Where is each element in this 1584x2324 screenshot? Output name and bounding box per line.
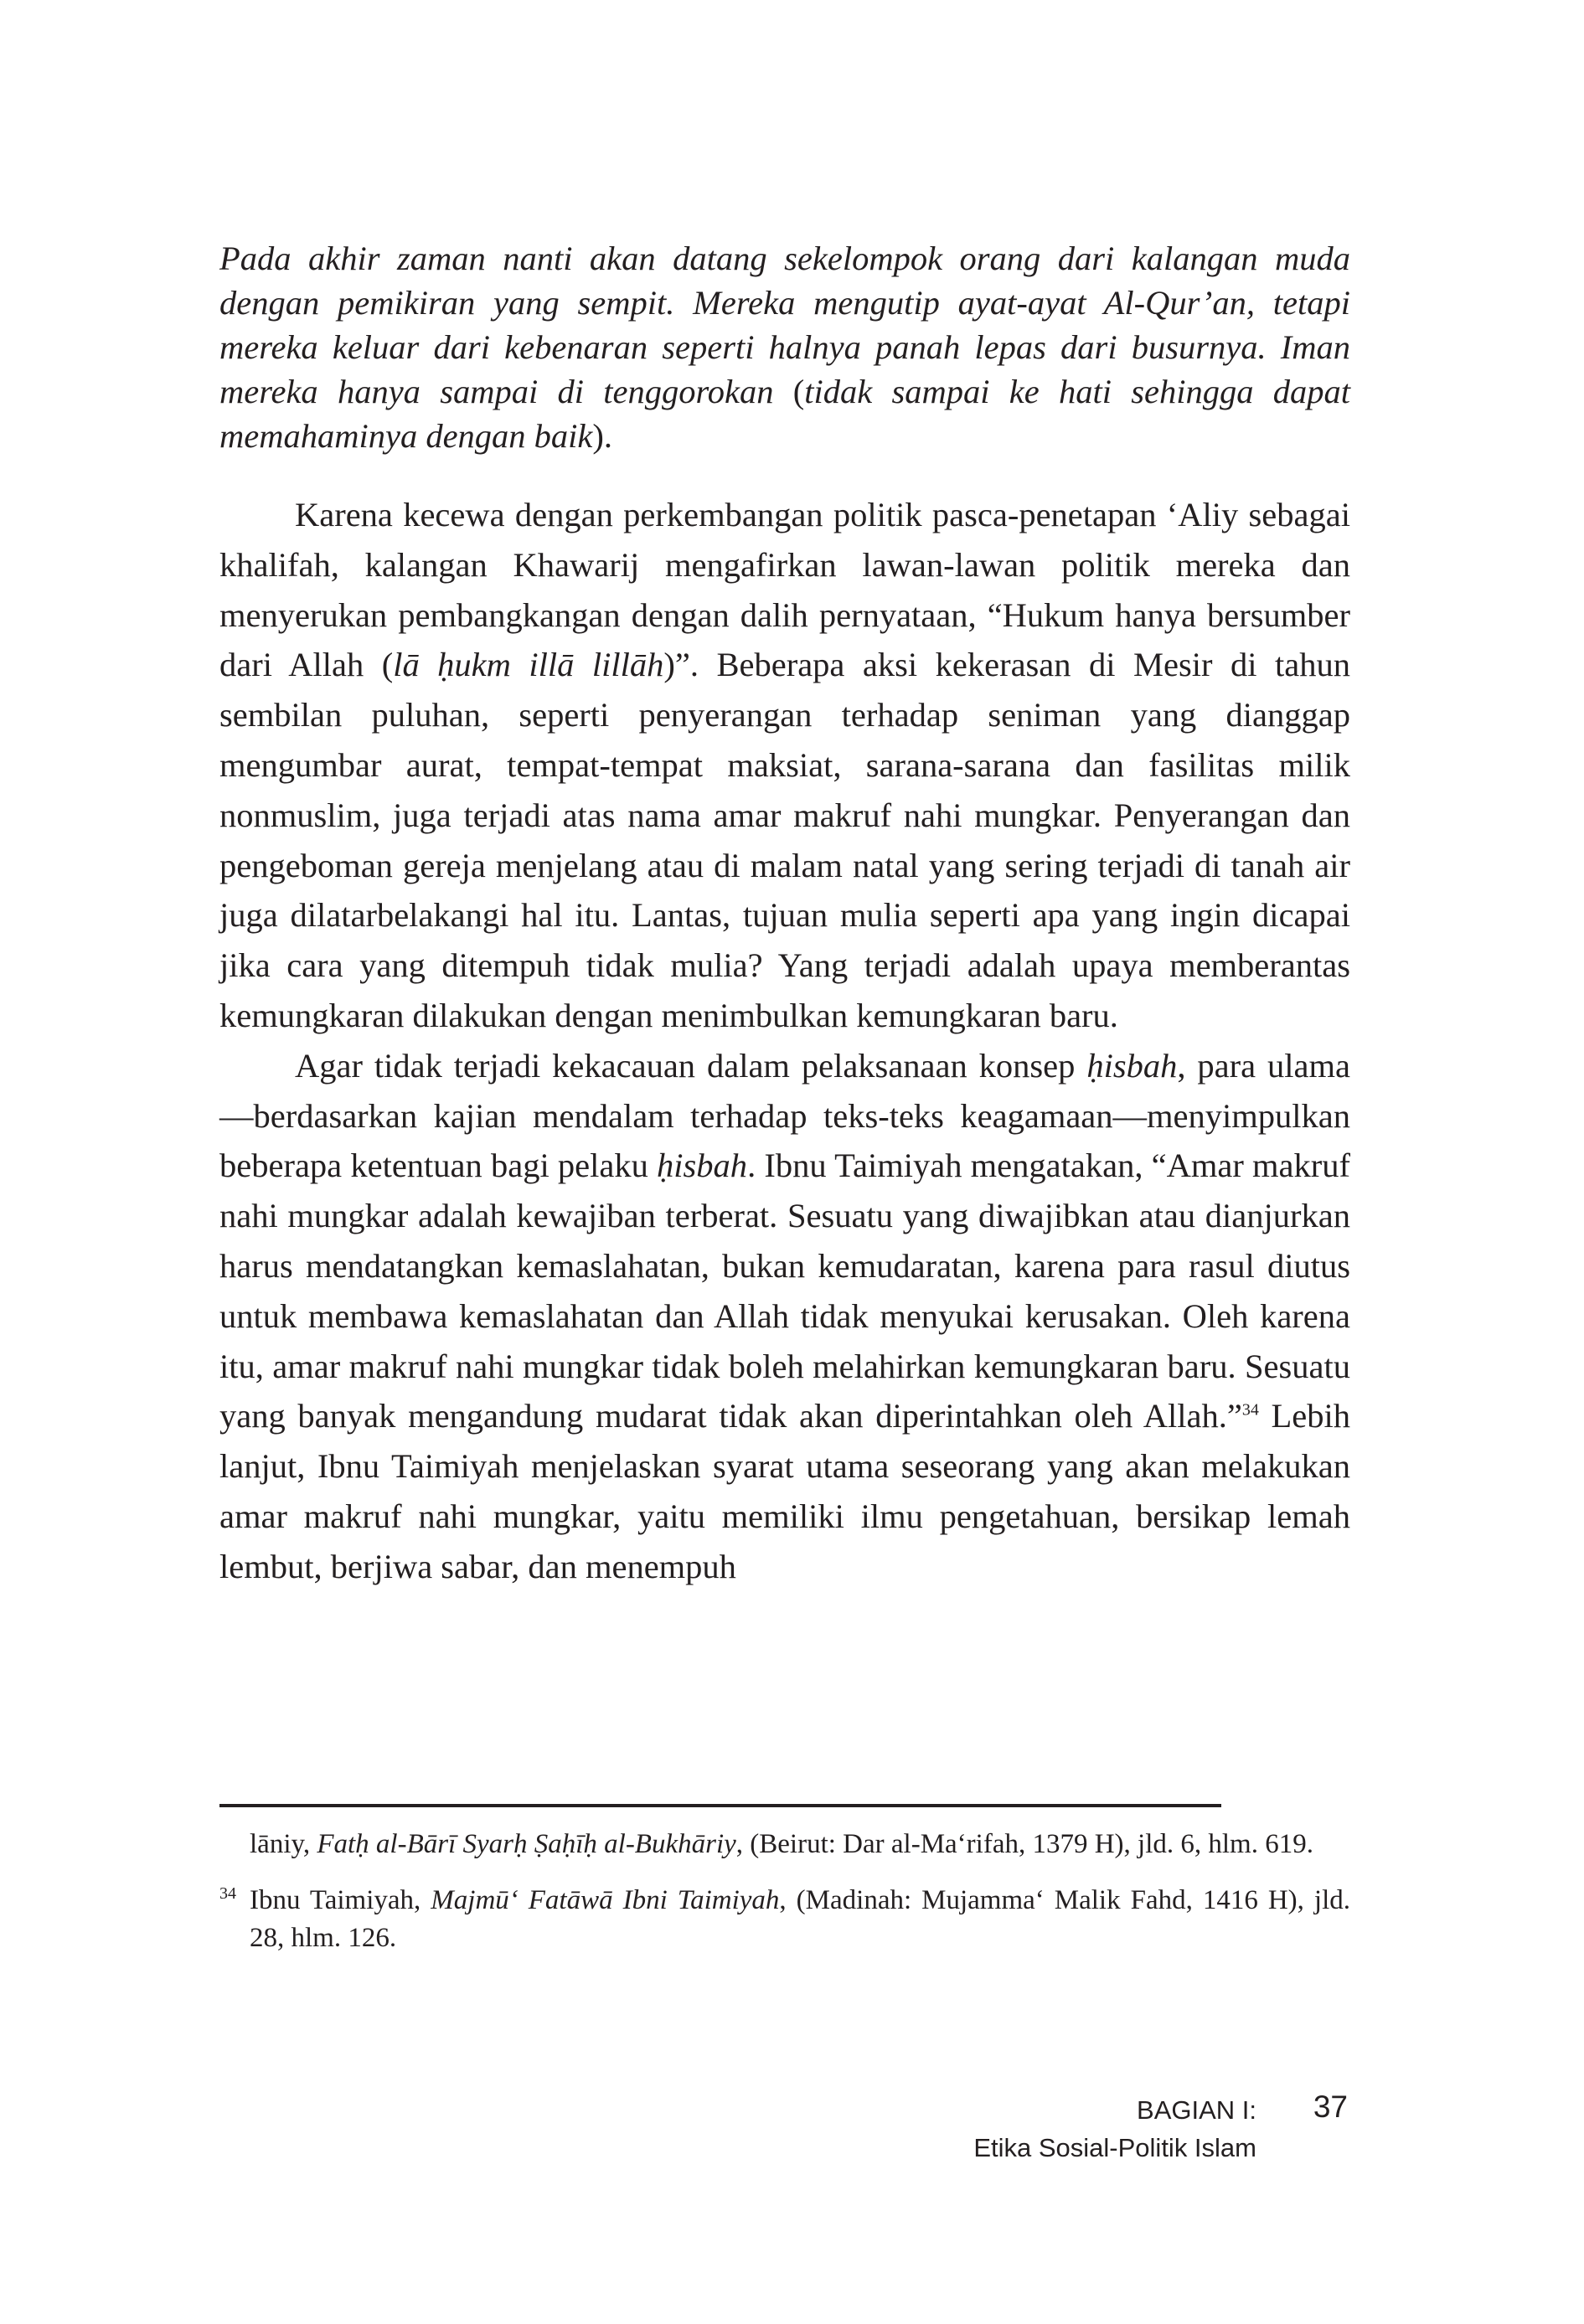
body-text [219,490,1350,1592]
running-footer [973,2091,1256,2167]
footnote-text: lāniy, [250,1829,317,1859]
footer-section-label: BAGIAN I: [1137,2095,1256,2125]
paragraph-text: . Ibnu Taimiyah mengatakan, “Amar makruf nahi mungkar adalah kewajiban terberat. Sesuatu yang diwajibkan atau dianjurkan harus mendatangkan kemaslahatan, bukan kemudaratan, karena para rasul diutus untuk membawa kemaslahatan dan Allah tidak menyukai kerusakan. Oleh karena itu, amar makruf nahi mungkar tidak boleh melahirkan kemungkaran baru. Sesuatu yang banyak mengandung mudarat tidak akan diperintahkan oleh Allah.” [219,1147,1350,1435]
quote-text: Pada akhir zaman nanti akan datang sekelompok orang dari kalangan muda dengan pemikiran yang sempit. Mereka mengutip ayat-ayat Al-Qur’an, tetapi mereka keluar dari kebenaran seperti halnya panah lepas dari busurnya. Iman mereka hanya sampai di tenggorokan [219,240,1350,410]
quote-paren-open: ( [792,373,805,410]
quote-text-parenthetical: tidak sampai ke hati sehingga dapat memahaminya dengan baik [219,373,1350,455]
paragraph [219,490,1350,1041]
paragraph [219,1041,1350,1592]
footnote-number: 34 [219,1884,236,1903]
page-number: 37 [1313,2090,1348,2124]
footnote-text: , (Beirut: Dar al-Ma‘rifah, 1379 H), jld. 6, hlm. 619. [735,1829,1313,1859]
footnote-book-title: Fatḥ al-Bārī Syarḥ Ṣaḥīḥ al-Bukhāriy [317,1829,736,1859]
paragraph-text: Lebih lanjut, Ibnu Taimiyah menjelaskan syarat utama seseorang yang akan melakukan amar makruf nahi mungkar, yaitu memiliki ilmu pengetahuan, bersikap lemah lembut, berjiwa sabar, dan menempuh [219,1397,1351,1585]
footnote-text: Ibnu Taimiyah, [250,1885,431,1915]
footnote-text: , (Madinah: Mujamma‘ Malik Fahd, 1416 H), jld. 28, hlm. 126. [250,1885,1350,1953]
quote-paren-close: ). [592,417,613,455]
footnote-divider [219,1804,1221,1807]
term-hisbah: ḥisbah [1086,1046,1178,1085]
footer-section-title: Etika Sosial-Politik Islam [973,2133,1256,2162]
footnote-continued [219,1826,1350,1863]
footnote-book-title: Majmū‘ Fatāwā Ibni Taimiyah [431,1885,780,1915]
term-hisbah: ḥisbah [657,1147,748,1185]
footnotes [219,1826,1350,1957]
paragraph-text: )”. Beberapa aksi kekerasan di Mesir di tahun sembilan puluhan, seperti penyerangan terhadap seniman yang dianggap mengumbar aurat, tempat-tempat maksiat, sarana-sarana dan fasilitas milik nonmuslim, juga terjadi atas nama amar makruf nahi mungkar. Penyerangan dan pengeboman gereja menjelang atau di malam natal yang sering terjadi di tanah air juga dilatarbelakangi hal itu. Lantas, tujuan mulia seperti apa yang ingin dicapai jika cara yang ditempuh tidak mulia? Yang terjadi adalah upaya memberantas kemungkaran dilakukan dengan menimbulkan kemungkaran baru. [219,646,1350,1034]
arabic-phrase: lā ḥukm illā lillāh [393,646,664,684]
footnote-reference[interactable]: 34 [1241,1400,1259,1420]
paragraph-text: Karena kecewa dengan perkembangan politik pasca-penetapan ‘Aliy sebagai khalifah, kalangan Khawarij mengafirkan lawan-lawan politik mereka dan menyerukan pembangkangan dengan dalih pernyataan, “Hukum hanya bersumber dari Allah ( [219,496,1350,684]
footnote-34 [219,1882,1350,1957]
block-quote [219,236,1350,458]
paragraph-text: , para ulama—berdasarkan kajian mendalam terhadap teks-teks keagamaan—menyimpulkan beberapa ketentuan bagi pelaku [219,1046,1350,1185]
paragraph-text: Agar tidak terjadi kekacauan dalam pelaksanaan konsep [295,1046,1087,1085]
